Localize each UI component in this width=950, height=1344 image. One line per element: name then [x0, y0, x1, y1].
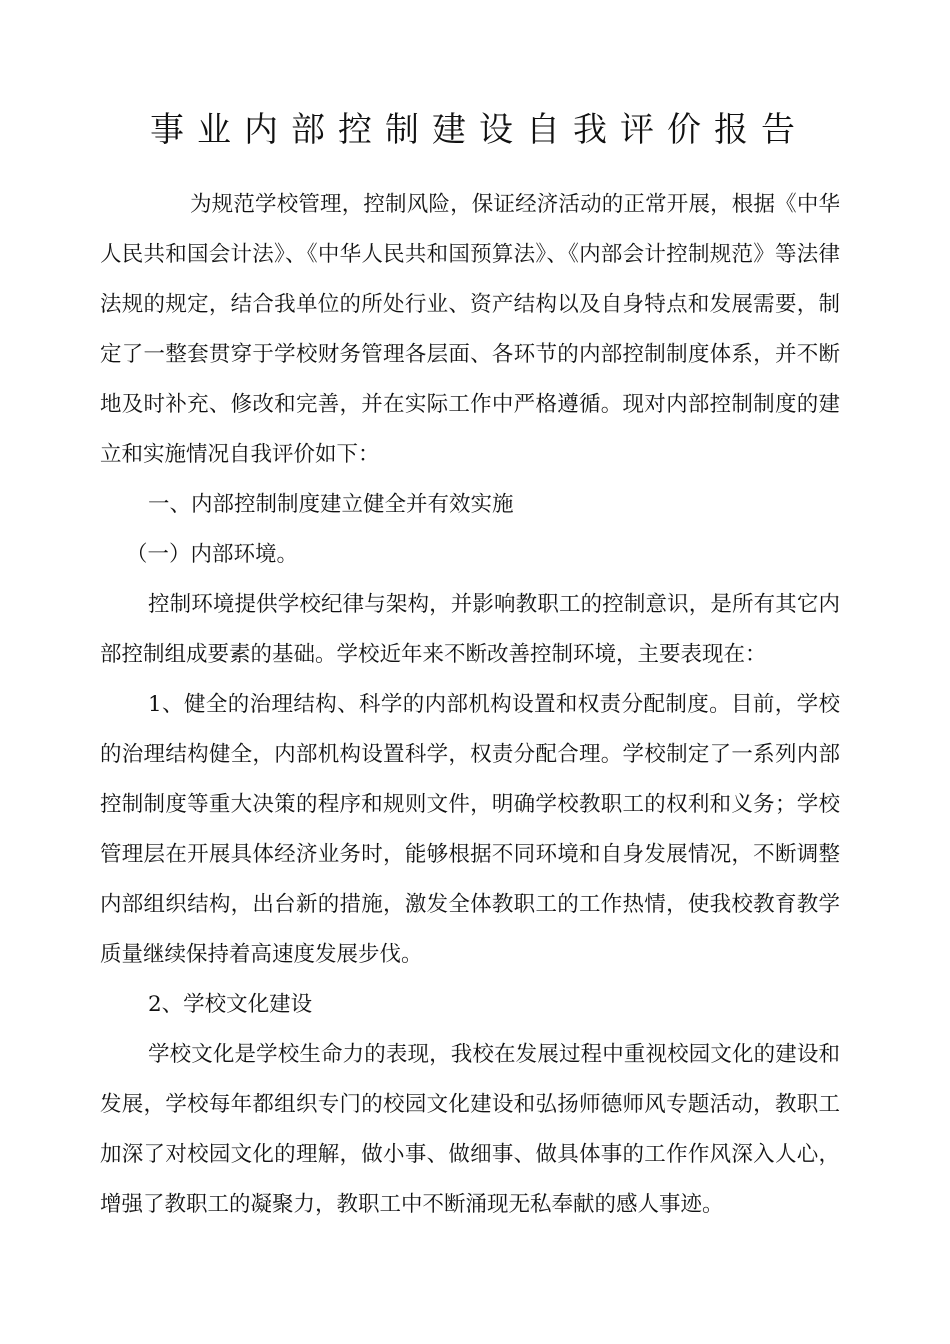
document-title: 事业内部控制建设自我评价报告: [150, 110, 808, 150]
document-body: [100, 180, 840, 1230]
item-heading: 2、学校文化建设: [148, 992, 313, 1017]
body-paragraph: 学校文化是学校生命力的表现，我校在发展过程中重视校园文化的建设和发展，学校每年都组织专门的校园文化建设和弘扬师德师风专题活动，教职工加深了对校园文化的理解，做小事、做细事、做具体事的工作作风深入人心，增强了教职工的凝聚力，教职工中不断涌现无私奉献的感人事迹。: [100, 1042, 840, 1217]
subsection-heading: （一）内部环境。: [126, 542, 299, 567]
intro-paragraph: 为规范学校管理，控制风险，保证经济活动的正常开展，根据《中华人民共和国会计法》、《中华人民共和国预算法》、《内部会计控制规范》等法律法规的规定，结合我单位的所处行业、资产结构以及自身特点和发展需要，制定了一整套贯穿于学校财务管理各层面、各环节的内部控制制度体系，并不断地及时补充、修改和完善，并在实际工作中严格遵循。现对内部控制制度的建立和实施情况自我评价如下：: [100, 192, 840, 467]
item-paragraph: 1、健全的治理结构、科学的内部机构设置和权责分配制度。目前，学校的治理结构健全，内部机构设置科学，权责分配合理。学校制定了一系列内部控制制度等重大决策的程序和规则文件，明确学校教职工的权利和义务；学校管理层在开展具体经济业务时，能够根据不同环境和自身发展情况，不断调整内部组织结构，出台新的措施，激发全体教职工的工作热情，使我校教育教学质量继续保持着高速度发展步伐。: [100, 692, 840, 967]
body-paragraph: 控制环境提供学校纪律与架构，并影响教职工的控制意识，是所有其它内部控制组成要素的基础。学校近年来不断改善控制环境，主要表现在：: [100, 592, 840, 667]
section-heading: 一、内部控制制度建立健全并有效实施: [148, 492, 514, 517]
